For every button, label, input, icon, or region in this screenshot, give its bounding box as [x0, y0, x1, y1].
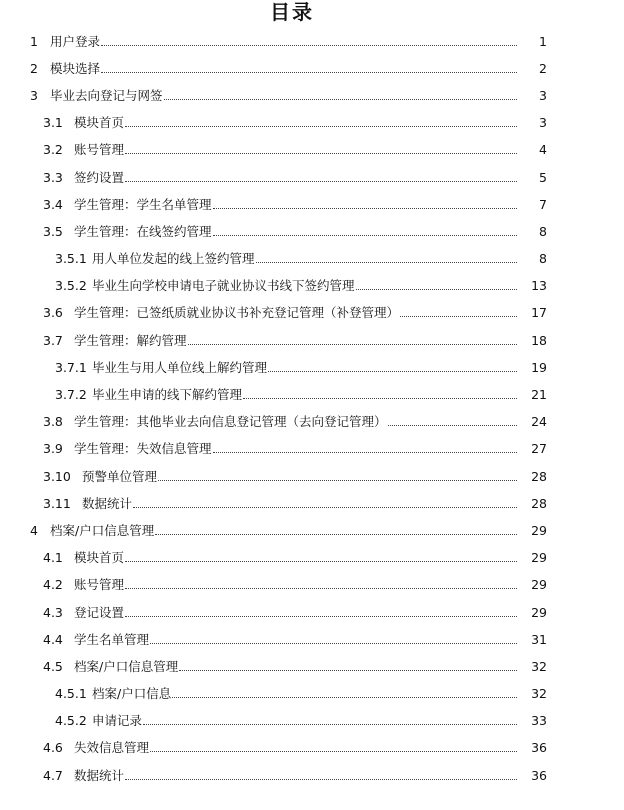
dot-leader [155, 533, 517, 535]
toc-entry-title: 学生管理：已签纸质就业协议书补充登记管理（补登管理） [74, 305, 400, 321]
toc-entry-number: 4.4 [43, 631, 63, 647]
toc-entry[interactable] [0, 545, 624, 572]
toc-entry-page: 29 [531, 550, 547, 566]
toc-entry[interactable] [0, 354, 624, 381]
toc-entry[interactable] [0, 599, 624, 626]
toc-entry-title: 用户登录 [50, 33, 101, 49]
toc-entry-number: 4.3 [43, 604, 63, 620]
toc-entry-number: 3.8 [43, 414, 63, 430]
dot-leader [143, 723, 517, 725]
toc-title: 目录 [270, 0, 314, 24]
toc-entry-title: 档案/户口信息管理 [50, 522, 155, 538]
toc-entry-title: 用人单位发起的线上签约管理 [92, 251, 255, 267]
toc-entry[interactable] [0, 708, 624, 735]
toc-entry-number: 4.5 [43, 658, 63, 674]
toc-entry-title: 数据统计 [82, 495, 133, 511]
toc-entry-title: 学生名单管理 [74, 631, 150, 647]
toc-entry-title: 毕业生向学校申请电子就业协议书线下签约管理 [92, 278, 355, 294]
toc-entry-title: 模块首页 [74, 550, 125, 566]
toc-entry-title: 登记设置 [74, 604, 125, 620]
toc-entry-page: 29 [531, 577, 547, 593]
toc-entry-page: 29 [531, 604, 547, 620]
toc-entry[interactable] [0, 55, 624, 82]
toc-entry-number: 4.2 [43, 577, 63, 593]
dot-leader [150, 642, 517, 644]
dot-leader [125, 778, 517, 780]
toc-entry-title: 毕业去向登记与网签 [50, 87, 163, 103]
dot-leader [356, 288, 517, 290]
toc-entry[interactable] [0, 218, 624, 245]
dot-leader [400, 315, 517, 317]
toc-entry-page: 33 [531, 713, 547, 729]
toc-entry-number: 3.4 [43, 196, 63, 212]
dot-leader [164, 98, 517, 100]
toc-entry-title: 学生管理：在线签约管理 [74, 223, 212, 239]
toc-list [0, 28, 624, 789]
toc-entry[interactable] [0, 436, 624, 463]
toc-entry[interactable] [0, 164, 624, 191]
dot-leader [179, 669, 517, 671]
toc-entry-number: 3.6 [43, 305, 63, 321]
toc-entry-number: 1 [30, 33, 38, 49]
toc-entry-number: 4.6 [43, 740, 63, 756]
dot-leader [268, 370, 517, 372]
toc-entry-title: 毕业生与用人单位线上解约管理 [92, 359, 268, 375]
toc-entry-page: 36 [531, 740, 547, 756]
toc-entry-page: 5 [539, 169, 547, 185]
toc-entry-page: 28 [531, 495, 547, 511]
toc-entry[interactable] [0, 137, 624, 164]
toc-entry-title: 学生管理：失效信息管理 [74, 441, 212, 457]
toc-entry-title: 签约设置 [74, 169, 125, 185]
toc-entry-page: 32 [531, 686, 547, 702]
dot-leader [125, 560, 517, 562]
dot-leader [133, 506, 517, 508]
toc-entry-title: 学生管理：学生名单管理 [74, 196, 212, 212]
toc-entry-number: 4.7 [43, 767, 63, 783]
toc-entry-page: 36 [531, 767, 547, 783]
toc-entry-number: 4.5.2 [55, 713, 87, 729]
toc-entry[interactable] [0, 28, 624, 55]
dot-leader [150, 750, 517, 752]
toc-entry[interactable] [0, 409, 624, 436]
toc-entry-number: 3.9 [43, 441, 63, 457]
toc-entry-number: 3.11 [43, 495, 71, 511]
dot-leader [172, 696, 517, 698]
dot-leader [256, 261, 517, 263]
toc-entry-page: 2 [539, 60, 547, 76]
toc-entry-page: 29 [531, 522, 547, 538]
toc-entry-page: 17 [531, 305, 547, 321]
toc-entry-number: 4.5.1 [55, 686, 87, 702]
toc-entry-number: 3.5.2 [55, 278, 87, 294]
toc-entry[interactable] [0, 653, 624, 680]
toc-entry-title: 模块选择 [50, 60, 101, 76]
toc-entry-page: 3 [539, 115, 547, 131]
toc-entry-page: 3 [539, 87, 547, 103]
toc-entry[interactable] [0, 517, 624, 544]
toc-entry-title: 学生管理：其他毕业去向信息登记管理（去向登记管理） [74, 414, 387, 430]
toc-entry[interactable] [0, 762, 624, 789]
toc-entry-title: 毕业生申请的线下解约管理 [92, 387, 243, 403]
toc-entry-title: 模块首页 [74, 115, 125, 131]
toc-entry-page: 13 [531, 278, 547, 294]
toc-entry-number: 3.1 [43, 115, 63, 131]
dot-leader [213, 451, 517, 453]
toc-entry-page: 8 [539, 251, 547, 267]
dot-leader [188, 343, 517, 345]
toc-entry-title: 账号管理 [74, 142, 125, 158]
toc-entry-number: 4.1 [43, 550, 63, 566]
toc-entry-page: 21 [531, 387, 547, 403]
toc-entry[interactable] [0, 626, 624, 653]
toc-entry-number: 3.7.1 [55, 359, 87, 375]
toc-entry-title: 申请记录 [92, 713, 143, 729]
toc-entry-number: 3.7 [43, 332, 63, 348]
toc-entry-number: 3 [30, 87, 38, 103]
toc-entry-page: 32 [531, 658, 547, 674]
toc-entry[interactable] [0, 246, 624, 273]
dot-leader [101, 71, 517, 73]
toc-entry[interactable] [0, 191, 624, 218]
toc-entry[interactable] [0, 490, 624, 517]
toc-entry[interactable] [0, 572, 624, 599]
toc-entry-title: 失效信息管理 [74, 740, 150, 756]
dot-leader [388, 424, 517, 426]
toc-entry-number: 2 [30, 60, 38, 76]
dot-leader [125, 615, 517, 617]
toc-entry-number: 3.5.1 [55, 251, 87, 267]
toc-entry-page: 1 [539, 33, 547, 49]
toc-entry-title: 学生管理：解约管理 [74, 332, 187, 348]
toc-entry[interactable] [0, 300, 624, 327]
toc-entry-page: 24 [531, 414, 547, 430]
dot-leader [213, 207, 517, 209]
dot-leader [125, 152, 517, 154]
toc-entry-page: 19 [531, 359, 547, 375]
toc-entry-page: 7 [539, 196, 547, 212]
toc-entry[interactable] [0, 681, 624, 708]
toc-entry-page: 4 [539, 142, 547, 158]
toc-entry-number: 3.2 [43, 142, 63, 158]
toc-entry-page: 27 [531, 441, 547, 457]
toc-entry[interactable] [0, 273, 624, 300]
dot-leader [101, 44, 517, 46]
toc-entry-page: 8 [539, 223, 547, 239]
toc-entry[interactable] [0, 381, 624, 408]
toc-entry-title: 档案/户口信息 [92, 686, 172, 702]
toc-entry-number: 3.7.2 [55, 387, 87, 403]
dot-leader [243, 397, 517, 399]
toc-entry-page: 28 [531, 468, 547, 484]
toc-entry-title: 预警单位管理 [82, 468, 158, 484]
toc-entry-page: 18 [531, 332, 547, 348]
toc-entry-number: 3.5 [43, 223, 63, 239]
toc-entry[interactable] [0, 82, 624, 109]
dot-leader [125, 587, 517, 589]
toc-entry-number: 3.3 [43, 169, 63, 185]
dot-leader [125, 125, 517, 127]
toc-entry[interactable] [0, 463, 624, 490]
toc-entry-number: 3.10 [43, 468, 71, 484]
toc-entry-title: 数据统计 [74, 767, 125, 783]
toc-entry[interactable] [0, 735, 624, 762]
toc-entry-title: 档案/户口信息管理 [74, 658, 179, 674]
toc-entry[interactable] [0, 110, 624, 137]
dot-leader [213, 234, 517, 236]
dot-leader [125, 180, 517, 182]
toc-entry-page: 31 [531, 631, 547, 647]
toc-entry[interactable] [0, 327, 624, 354]
toc-entry-title: 账号管理 [74, 577, 125, 593]
dot-leader [158, 479, 517, 481]
toc-entry-number: 4 [30, 522, 38, 538]
